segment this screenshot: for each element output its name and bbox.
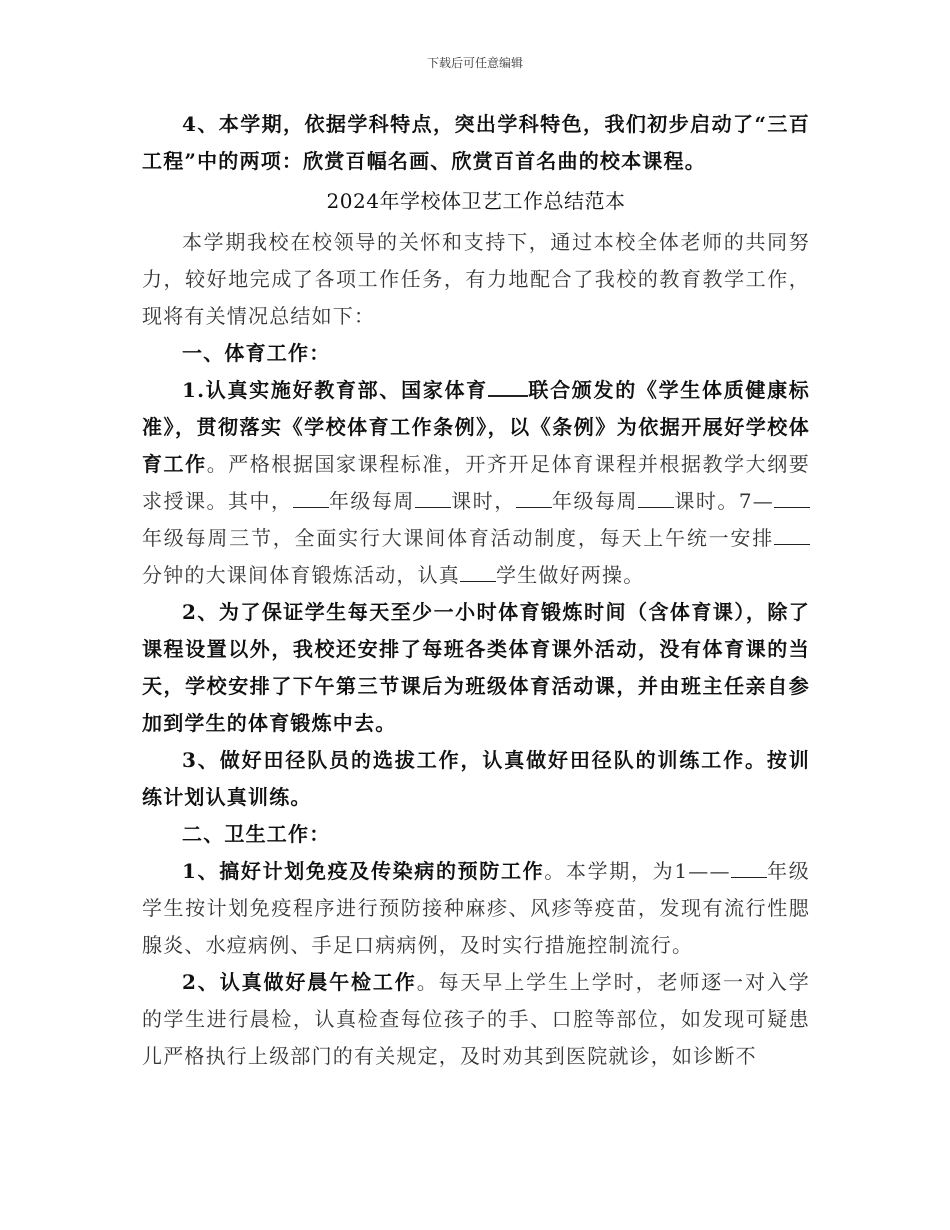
- section-2-item-2-bold: 2、认真做好晨午检工作: [182, 970, 417, 994]
- document-title: 2024年学校体卫艺工作总结范本: [326, 189, 626, 213]
- section-1-item-1-text-b: 年级每周: [328, 489, 415, 513]
- section-2-item-1-text-b: 年级学生按计划免疫程序进行预防接种麻疹、风疹等疫苗，发现有流行性腮腺炎、水痘病例、手足口病病例，及时实行措施控制流行。: [142, 859, 810, 957]
- section-1-item-1-text-c: 课时，: [450, 489, 516, 513]
- section-1-item-3: 3、做好田径队员的选拔工作，认真做好田径队的训练工作。按训练计划认真训练。: [142, 748, 810, 809]
- section-1-item-1: [142, 372, 810, 594]
- section-2-item-2-text: 。每天早上学生上学时，老师逐一对入学的学生进行晨检，认真检查每位孩子的手、口腔等部位，如发现可疑患儿严格执行上级部门的有关规定，及时劝其到医院就诊，如诊断不: [142, 970, 810, 1068]
- fill-blank: [638, 485, 674, 508]
- fill-blank: [774, 522, 810, 545]
- document-body: [142, 106, 810, 1075]
- fill-blank: [488, 373, 528, 397]
- intro-item-4: 4、本学期，依据学科特点，突出学科特色，我们初步启动了“三百工程”中的两项：欣赏百幅名画、欣赏百首名曲的校本课程。: [142, 112, 810, 173]
- fill-blank: [731, 855, 767, 878]
- section-2-item-2: [142, 964, 810, 1075]
- section-2-item-1-text-a: 。本学期，为1——: [544, 859, 731, 883]
- section-1-item-1-text-f: 年级每周三节，全面实行大课间体育活动制度，每天上午统一安排: [142, 526, 774, 550]
- section-2-heading: 二、卫生工作：: [182, 822, 331, 846]
- section-2-item-1-bold: 1、搞好计划免疫及传染病的预防工作: [182, 859, 545, 883]
- section-1-item-1-text-e: 课时。7—: [674, 489, 774, 513]
- fill-blank: [415, 485, 451, 508]
- section-1-item-1-text-h: 学生做好两操。: [496, 563, 645, 587]
- page-header: 下载后可任意编辑: [426, 56, 523, 70]
- section-1-item-1-text-a: 。严格根据国家课程标准，开齐开足体育课程并根据教学大纲要求授课。其中，: [142, 452, 810, 513]
- fill-blank: [293, 485, 329, 508]
- fill-blank: [516, 485, 552, 508]
- section-1-item-1-bold-b: 联合颁发的《学生体质健康标准》，贯彻落实《学校体育工作条例》，以《条例》为依据开展好学校体育工作: [142, 378, 810, 476]
- section-1-heading: 一、体育工作：: [182, 341, 331, 365]
- section-1-item-1-text-d: 年级每周: [551, 489, 639, 513]
- section-1-item-2: 2、为了保证学生每天至少一小时体育锻炼时间（含体育课），除了课程设置以外，我校还安排了每班各类体育课外活动，没有体育课的当天，学校安排了下午第三节课后为班级体育活动课，并由班主任亲自参加到学生的体育锻炼中去。: [142, 600, 810, 735]
- fill-blank: [774, 485, 810, 508]
- fill-blank: [460, 559, 496, 582]
- section-2-item-1: [142, 853, 810, 964]
- section-1-item-1-bold-a: 1.认真实施好教育部、国家体育: [182, 378, 488, 402]
- intro-paragraph: 本学期我校在校领导的关怀和支持下，通过本校全体老师的共同努力，较好地完成了各项工作任务，有力地配合了我校的教育教学工作，现将有关情况总结如下：: [142, 230, 810, 328]
- section-1-item-1-text-g: 分钟的大课间体育锻炼活动，认真: [142, 563, 460, 587]
